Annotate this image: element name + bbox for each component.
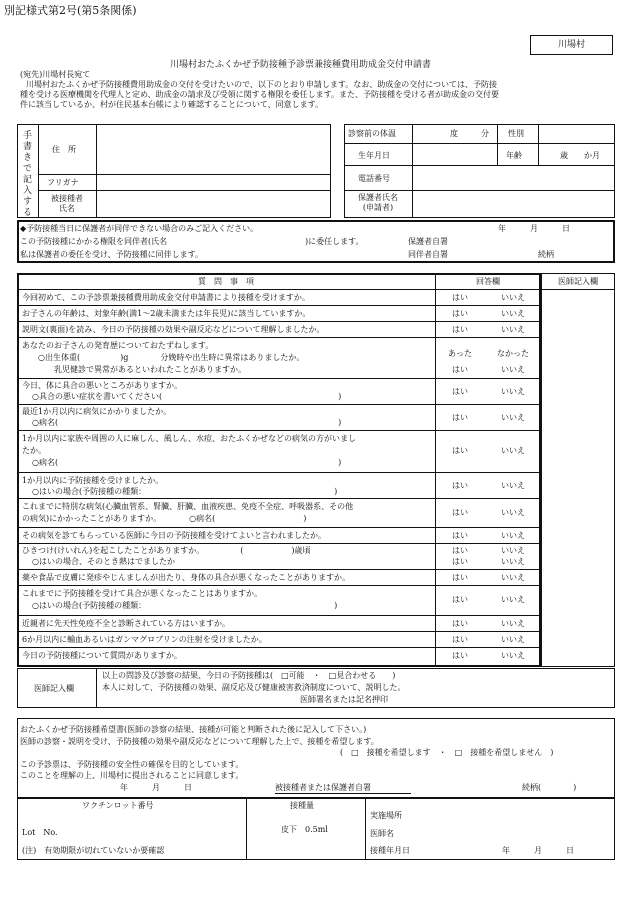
birth-date-label: 生年月日 bbox=[358, 151, 390, 160]
q3-yes[interactable]: はい bbox=[452, 325, 468, 334]
q12-no[interactable]: いいえ bbox=[501, 573, 525, 582]
dose-header: 接種量 bbox=[290, 801, 314, 810]
q16-no[interactable]: いいえ bbox=[501, 651, 525, 660]
question-8: 1か月以内に予防接種を受けましたか。 bbox=[22, 476, 164, 485]
question-14: 近親者に先天性免疫不全と診断されている方はいますか。 bbox=[22, 619, 230, 628]
companion-sign-label: 同伴者自署 bbox=[408, 250, 448, 259]
question-4-sub-1: ○出生体重( )g 分娩時や出生時に異常はありましたか。 bbox=[38, 353, 305, 362]
lot-header: ワクチンロット番号 bbox=[82, 801, 154, 810]
q4-no-2[interactable]: いいえ bbox=[501, 365, 525, 374]
question-1: 今回初めて、この予診票兼接種費用助成金交付申請書により接種を受けますか。 bbox=[22, 293, 310, 302]
q14-no[interactable]: いいえ bbox=[501, 619, 525, 628]
consent-signature-label: 被接種者または保護者自署 bbox=[275, 783, 411, 794]
q6-yes[interactable]: はい bbox=[452, 413, 468, 422]
q15-yes[interactable]: はい bbox=[452, 635, 468, 644]
age-unit: 歳 か月 bbox=[560, 151, 600, 160]
question-15: 6か月以内に輸血あるいはガンマグロブリンの注射を受けましたか。 bbox=[22, 635, 267, 644]
q14-yes[interactable]: はい bbox=[452, 619, 468, 628]
doctor-column bbox=[541, 273, 615, 667]
temperature-degree-unit: 度 bbox=[450, 129, 458, 138]
consent-line-4: このことを理解の上、川場村に提出されることに同意します。 bbox=[20, 771, 244, 780]
place-label: 実施場所 bbox=[370, 811, 402, 820]
answer-header: 回答欄 bbox=[476, 277, 500, 286]
page-title: 川場村おたふくかぜ予防接種予診票兼接種費用助成金交付申請書 bbox=[170, 60, 432, 70]
expiry-note: (注) 有効期限が切れていないか要確認 bbox=[22, 846, 165, 855]
consent-relation: 続柄( ) bbox=[522, 783, 577, 792]
guardian-field[interactable] bbox=[414, 192, 612, 216]
question-16: 今日の予防接種について質問がありますか。 bbox=[22, 651, 182, 660]
vaccination-date: 年 月 日 bbox=[502, 846, 574, 855]
question-7: 1か月以内に家族や周囲の人に麻しん、風しん、水痘、おたふくかぜなどの病気の方がいまし bbox=[22, 434, 357, 443]
q4-no[interactable]: なかった bbox=[497, 349, 529, 358]
name-label: 被接種者 氏名 bbox=[51, 194, 83, 213]
q7-no[interactable]: いいえ bbox=[501, 446, 525, 455]
form-number: 別記様式第2号(第5条関係) bbox=[4, 4, 137, 17]
age-label: 年齢 bbox=[506, 151, 522, 160]
phone-field[interactable] bbox=[414, 167, 612, 189]
intro-line-1: 川場村おたふくかぜ予防接種費用助成金の交付を受けたいので、以下のとおり申請します。なお、助成金の交付については、予防接 bbox=[26, 80, 498, 89]
q6-no[interactable]: いいえ bbox=[501, 413, 525, 422]
question-4-sub-2: 乳児健診で異常があるといわれたことがありますか。 bbox=[54, 365, 246, 374]
q11-yes[interactable]: はい bbox=[452, 546, 468, 555]
q1-no[interactable]: いいえ bbox=[501, 293, 525, 302]
question-7-sub: ○病名( ) bbox=[32, 458, 342, 467]
vaccination-date-label: 接種年月日 bbox=[370, 846, 410, 855]
q11-no-2[interactable]: いいえ bbox=[501, 557, 525, 566]
village-box: 川場村 bbox=[530, 35, 613, 55]
intro-line-2: 種を受ける医療機関を代理人と定め、助成金の請求及び受領に関する権限を委任します。また、予防接種を受ける者が助成金の交付要 bbox=[20, 90, 500, 99]
consent-line-1: おたふくかぜ予防接種希望書(医師の診察の結果、接種が可能と判断された後に記入して下さい。) bbox=[20, 725, 367, 734]
q3-no[interactable]: いいえ bbox=[501, 325, 525, 334]
question-11: ひきつけ(けいれん)を起こしたことがありますか。 ( )歳頃 bbox=[22, 546, 311, 555]
temperature-label: 診察前の体温 bbox=[348, 129, 396, 138]
q4-yes-2[interactable]: はい bbox=[452, 365, 468, 374]
q2-yes[interactable]: はい bbox=[452, 309, 468, 318]
handwrite-label: 手書きで記入する bbox=[21, 130, 31, 218]
delegation-line-2b: )に委任します。 bbox=[305, 237, 364, 246]
relation-label: 続柄 bbox=[538, 250, 554, 259]
addressee: (宛先)川場村長宛て bbox=[20, 70, 91, 79]
delegation-date: 年 月 日 bbox=[498, 224, 570, 233]
delegation-line-3: 私は保護者の委任を受け、予防接種に同伴します。 bbox=[20, 250, 204, 259]
question-header: 質 問 事 項 bbox=[198, 277, 254, 286]
doctor-entry-label: 医師記入欄 bbox=[34, 684, 74, 693]
doctor-signature-label: 医師署名または記名押印 bbox=[300, 695, 388, 704]
q7-yes[interactable]: はい bbox=[452, 446, 468, 455]
consent-line-3: この予診票は、予防接種の安全性の確保を目的としています。 bbox=[20, 760, 244, 769]
address-field[interactable] bbox=[98, 126, 328, 172]
question-6: 最近1か月以内に病気にかかりましたか。 bbox=[22, 407, 172, 416]
sex-label: 性別 bbox=[508, 129, 524, 138]
q8-no[interactable]: いいえ bbox=[501, 481, 525, 490]
q5-yes[interactable]: はい bbox=[452, 387, 468, 396]
q16-yes[interactable]: はい bbox=[452, 651, 468, 660]
q4-yes[interactable]: あった bbox=[448, 349, 472, 358]
question-11-sub: ○はいの場合、そのとき熱はでましたか bbox=[32, 557, 175, 566]
phone-label: 電話番号 bbox=[358, 174, 390, 183]
consent-line-2: 医師の診察・説明を受け、予防接種の効果や副反応などについて理解した上で、接種を希望します。 bbox=[20, 737, 379, 746]
q10-no[interactable]: いいえ bbox=[501, 531, 525, 540]
doctor-entry-line-1: 以上の問診及び診察の結果、今日の予防接種は( □可能 ・ □見合わせる ) bbox=[102, 671, 396, 680]
question-7-cont: たか。 bbox=[22, 446, 46, 455]
furigana-field[interactable] bbox=[98, 176, 328, 189]
address-label: 住 所 bbox=[52, 145, 76, 154]
doctor-name-label: 医師名 bbox=[370, 829, 394, 838]
q9-no[interactable]: いいえ bbox=[501, 508, 525, 517]
question-5-sub: ○具合の悪い症状を書いてください( ) bbox=[32, 392, 342, 401]
guardian-sign-label: 保護者自署 bbox=[408, 237, 448, 246]
question-9: これまでに特別な病気(心臓血管系、腎臓、肝臓、血液疾患、免疫不全症、呼吸器系、その他 bbox=[22, 502, 354, 511]
question-5: 今日、体に具合の悪いところがありますか。 bbox=[22, 381, 182, 390]
question-4: あなたのお子さんの発育歴についておたずねします。 bbox=[22, 341, 214, 350]
q10-yes[interactable]: はい bbox=[452, 531, 468, 540]
question-10: その病気を診てもらっている医師に今日の予防接種を受けてよいと言われましたか。 bbox=[22, 531, 326, 540]
temperature-minute-unit: 分 bbox=[481, 129, 489, 138]
q11-no[interactable]: いいえ bbox=[501, 546, 525, 555]
q11-yes-2[interactable]: はい bbox=[452, 557, 468, 566]
birth-date-field[interactable] bbox=[414, 145, 494, 164]
question-13-sub: ○はいの場合(予防接種の種類： ) bbox=[32, 601, 338, 610]
dose-value: 皮下 0.5ml bbox=[281, 825, 328, 834]
furigana-label: フリガナ bbox=[47, 178, 79, 187]
consent-choice[interactable]: ( □ 接種を希望します ・ □ 接種を希望しません ) bbox=[340, 748, 554, 757]
lot-number-label: Lot No. bbox=[22, 828, 58, 837]
question-2: お子さんの年齢は、対象年齢(満1～2歳未満または年長児)に該当していますか。 bbox=[22, 309, 311, 318]
sex-field[interactable] bbox=[540, 126, 612, 142]
q12-yes[interactable]: はい bbox=[452, 573, 468, 582]
q1-yes[interactable]: はい bbox=[452, 293, 468, 302]
intro-line-3: 件に該当しているか、村が住民基本台帳により確認することについて、同意します。 bbox=[20, 100, 324, 109]
consent-date: 年 月 日 bbox=[120, 783, 192, 792]
q13-yes[interactable]: はい bbox=[452, 595, 468, 604]
q2-no[interactable]: いいえ bbox=[501, 309, 525, 318]
question-13: これまでに予防接種を受けて具合が悪くなったことはありますか。 bbox=[22, 589, 262, 598]
delegation-note: ◆予防接種当日に保護者が同伴できない場合のみご記入ください。 bbox=[20, 224, 259, 233]
q13-no[interactable]: いいえ bbox=[501, 595, 525, 604]
question-6-sub: ○病名( ) bbox=[32, 418, 342, 427]
q8-yes[interactable]: はい bbox=[452, 481, 468, 490]
q5-no[interactable]: いいえ bbox=[501, 387, 525, 396]
doctor-header: 医師記入欄 bbox=[558, 277, 598, 286]
question-8-sub: ○はいの場合(予防接種の種類： ) bbox=[32, 487, 338, 496]
q9-yes[interactable]: はい bbox=[452, 508, 468, 517]
name-field[interactable] bbox=[98, 192, 328, 216]
question-9-cont: の病気)にかかったことがありますか。 ○病名( ) bbox=[22, 514, 307, 523]
q15-no[interactable]: いいえ bbox=[501, 635, 525, 644]
question-3: 説明文(裏面)を読み、今日の予防接種の効果や副反応などについて理解しましたか。 bbox=[22, 325, 325, 334]
delegation-line-2: この予防接種にかかる権限を同伴者(氏名 bbox=[20, 237, 168, 246]
doctor-entry-line-2: 本人に対して、予防接種の効果、副反応及び健康被害救済制度について、説明した。 bbox=[102, 683, 406, 692]
guardian-label: 保護者氏名 (申請者) bbox=[358, 193, 398, 212]
question-12: 薬や食品で皮膚に発疹やじんましんが出たり、身体の具合が悪くなったことがありますか。 bbox=[22, 573, 350, 582]
